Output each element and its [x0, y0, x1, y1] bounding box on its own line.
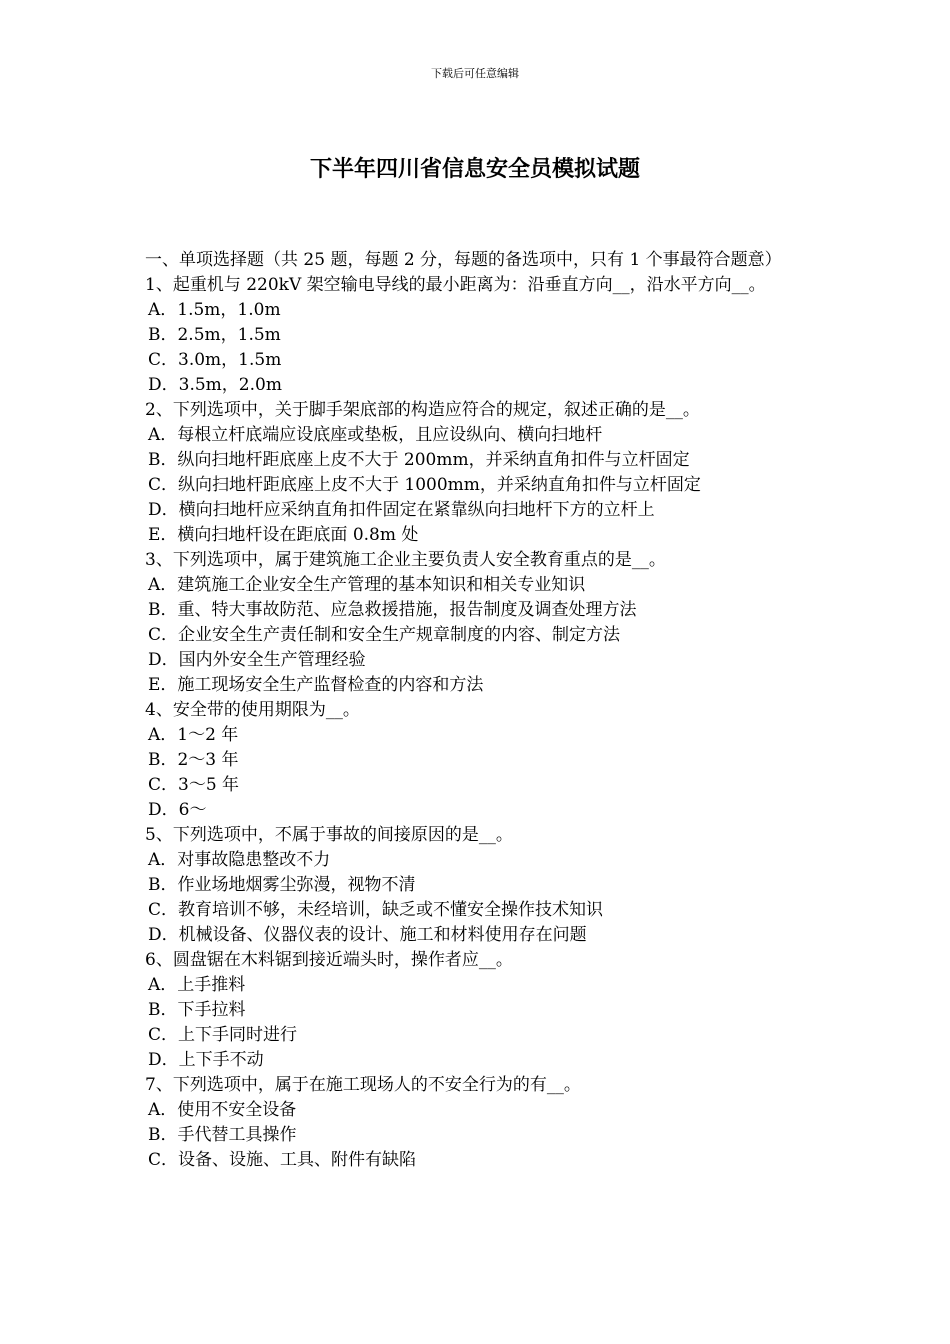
option-d: D．6～	[148, 800, 207, 820]
option-c: C．3.0m，1.5m	[148, 350, 282, 370]
option-e: E．施工现场安全生产监督检查的内容和方法	[148, 675, 484, 695]
option-a: A．1.5m，1.0m	[148, 300, 281, 320]
option-b: B．纵向扫地杆距底座上皮不大于 200mm，并采纳直角扣件与立杆固定	[148, 450, 690, 470]
question-stem: 2、下列选项中，关于脚手架底部的构造应符合的规定，叙述正确的是__。	[145, 400, 700, 420]
option-a: A．对事故隐患整改不力	[148, 850, 331, 870]
option-c: C．纵向扫地杆距底座上皮不大于 1000mm，并采纳直角扣件与立杆固定	[148, 475, 701, 495]
option-b: B．下手拉料	[148, 1000, 246, 1020]
option-c: C．3～5 年	[148, 775, 240, 795]
question-7	[145, 1073, 817, 1173]
option-b: B．手代替工具操作	[148, 1125, 297, 1145]
option-a: A．1～2 年	[148, 725, 239, 745]
page-title: 下半年四川省信息安全员模拟试题	[309, 157, 640, 182]
question-3	[145, 548, 817, 698]
option-b: B．2.5m，1.5m	[148, 325, 281, 345]
option-d: D．机械设备、仪器仪表的设计、施工和材料使用存在问题	[148, 925, 587, 945]
question-stem: 3、下列选项中，属于建筑施工企业主要负责人安全教育重点的是__。	[145, 550, 666, 570]
option-c: C．教育培训不够，未经培训，缺乏或不懂安全操作技术知识	[148, 900, 604, 920]
option-e: E．横向扫地杆设在距底面 0.8m 处	[148, 525, 419, 545]
option-b: B．作业场地烟雾尘弥漫，视物不清	[148, 875, 416, 895]
question-stem: 6、圆盘锯在木料锯到接近端头时，操作者应__。	[145, 950, 513, 970]
option-a: A．上手推料	[148, 975, 246, 995]
exam-body	[145, 248, 817, 1173]
option-b: B．重、特大事故防范、应急救援措施，报告制度及调查处理方法	[148, 600, 637, 620]
section-heading: 一、单项选择题（共 25 题，每题 2 分，每题的备选项中，只有 1 个事最符合题意）	[145, 250, 782, 270]
option-c: C．设备、设施、工具、附件有缺陷	[148, 1150, 417, 1170]
question-1	[145, 273, 817, 398]
question-stem: 5、下列选项中，不属于事故的间接原因的是__。	[145, 825, 513, 845]
question-stem: 7、下列选项中，属于在施工现场人的不安全行为的有__。	[145, 1075, 581, 1095]
option-c: C．上下手同时进行	[148, 1025, 298, 1045]
option-d: D．3.5m，2.0m	[148, 375, 282, 395]
option-a: A．使用不安全设备	[148, 1100, 297, 1120]
question-stem: 1、起重机与 220kV 架空输电导线的最小距离为：沿垂直方向__，沿水平方向__。	[145, 275, 766, 295]
question-5	[145, 823, 817, 948]
question-stem: 4、安全带的使用期限为__。	[145, 700, 360, 720]
question-4	[145, 698, 817, 823]
option-a: A．建筑施工企业安全生产管理的基本知识和相关专业知识	[148, 575, 586, 595]
question-2	[145, 398, 817, 548]
option-d: D．上下手不动	[148, 1050, 264, 1070]
option-d: D．横向扫地杆应采纳直角扣件固定在紧靠纵向扫地杆下方的立杆上	[148, 500, 655, 520]
header-note: 下载后可任意编辑	[431, 67, 519, 80]
option-a: A．每根立杆底端应设底座或垫板，且应设纵向、横向扫地杆	[148, 425, 603, 445]
option-c: C．企业安全生产责任制和安全生产规章制度的内容、制定方法	[148, 625, 621, 645]
question-6	[145, 948, 817, 1073]
option-b: B．2～3 年	[148, 750, 239, 770]
option-d: D．国内外安全生产管理经验	[148, 650, 366, 670]
